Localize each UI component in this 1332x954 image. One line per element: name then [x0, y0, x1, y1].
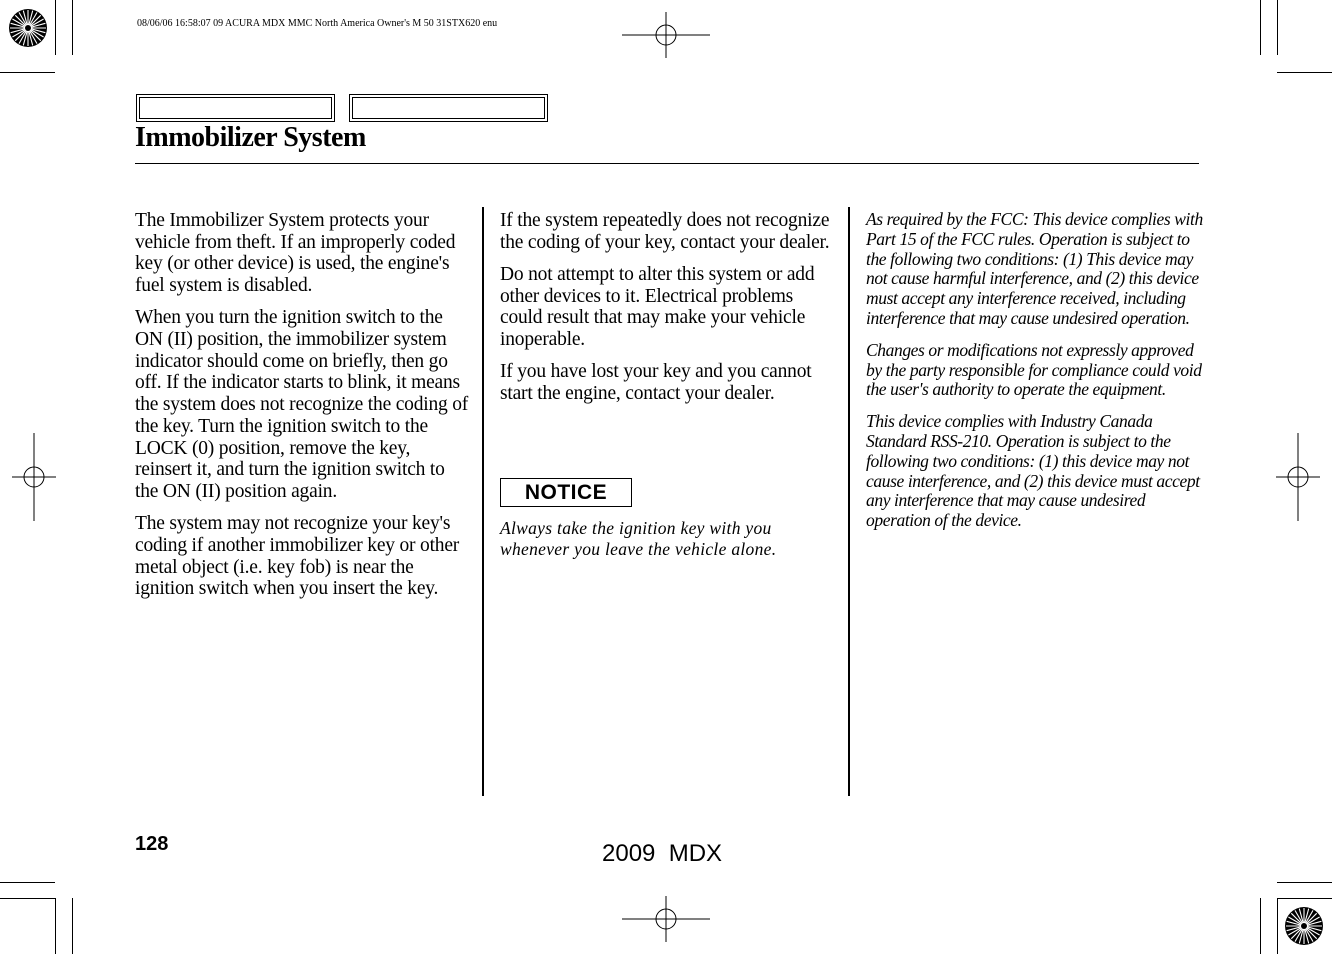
paragraph: If you have lost your key and you cannot start the engine, contact your dealer. [500, 361, 812, 404]
column-1 [135, 210, 470, 610]
notice-label: NOTICE [500, 478, 632, 507]
paragraph: As required by the FCC: This device complies with Part 15 of the FCC rules. Operation is subject to the following two conditions: (1) This device may not cause harmful interference, and (2) this device must accept any interference received, including interference that may cause undesired operation. [866, 209, 1203, 328]
registration-sunburst-top-left [8, 8, 48, 48]
page-number: 128 [135, 833, 169, 855]
page-title: Immobilizer System [135, 122, 366, 153]
paragraph: When you turn the ignition switch to the ON (II) position, the immobilizer system indicator should come on briefly, then go off. If the indicator starts to blink, it means the system does not recognize the coding of the key. Turn the ignition switch to the LOCK (0) position, remove the key, reinsert it, and turn the ignition switch to the ON (II) position again. [135, 307, 469, 502]
column-divider [848, 207, 850, 796]
section-tab-2[interactable] [349, 94, 548, 122]
footer-model: 2009 MDX [602, 840, 723, 867]
print-header: 08/06/06 16:58:07 09 ACURA MDX MMC North America Owner's M 50 31STX620 enu [137, 18, 498, 29]
paragraph: If the system repeatedly does not recognize the coding of your key, contact your dealer. [500, 210, 830, 253]
paragraph: This device complies with Industry Canada Standard RSS-210. Operation is subject to the following two conditions: (1) this device may not cause interference, and (2) this device must accept any interference that may cause undesired operation of the device. [866, 411, 1200, 531]
column-3-fcc-statement [866, 210, 1206, 543]
paragraph: The Immobilizer System protects your vehicle from theft. If an improperly coded key (or other device) is used, the engine's fuel system is disabled. [135, 210, 456, 297]
registration-crosshair-left [12, 433, 56, 521]
section-tab-1[interactable] [136, 94, 335, 122]
paragraph: Do not attempt to alter this system or add other devices to it. Electrical problems could result that may make your vehicle inoperable. [500, 263, 815, 351]
paragraph: The system may not recognize your key's coding if another immobilizer key or other metal object (i.e. key fob) is near the ignition switch when you insert the key. [135, 513, 460, 600]
notice-text: Always take the ignition key with you whenever you leave the vehicle alone. [500, 518, 777, 559]
title-rule [135, 163, 1199, 164]
registration-crosshair-bottom [622, 896, 710, 942]
registration-crosshair-top [622, 12, 710, 58]
column-2 [500, 210, 840, 415]
paragraph: Changes or modifications not expressly approved by the party responsible for compliance could void the user's authority to operate the equipment. [866, 339, 1202, 400]
column-divider [482, 207, 484, 796]
registration-sunburst-bottom-right [1284, 906, 1324, 946]
registration-crosshair-right [1276, 433, 1320, 521]
